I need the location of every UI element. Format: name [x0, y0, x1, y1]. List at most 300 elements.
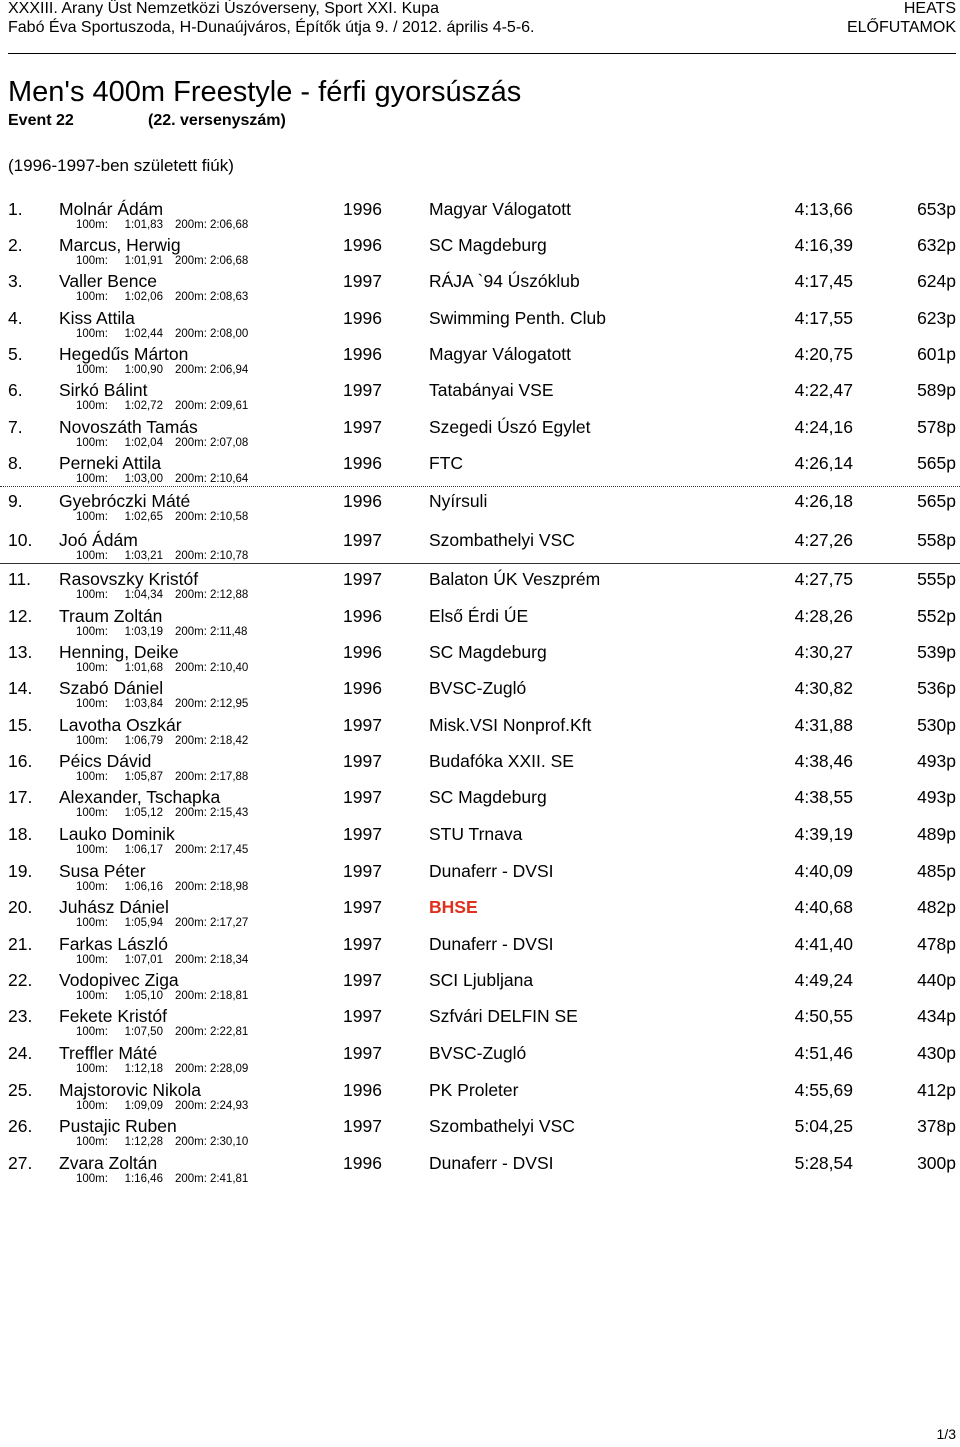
split-200-label: 200m: [174, 990, 207, 1002]
split-times [76, 511, 248, 523]
age-group: (1996-1997-ben született fiúk) [8, 156, 234, 175]
split-200-time: 2:06,94 [209, 364, 249, 376]
venue-date: Fabó Éva Sportuszoda, H-Dunaújváros, Építők útja 9. / 2012. április 4-5-6. [8, 19, 535, 36]
rank: 25. [8, 1080, 33, 1100]
split-200-time: 2:08,00 [209, 328, 249, 340]
split-100-time: 1:12,18 [124, 1063, 163, 1075]
swimmer-name: Szabó Dániel [59, 678, 164, 698]
split-times [76, 662, 248, 674]
split-200-time: 2:11,48 [209, 626, 248, 638]
split-times [76, 328, 248, 340]
result-row [0, 344, 960, 380]
birth-year: 1997 [343, 861, 382, 881]
split-200-label: 200m: [174, 844, 207, 856]
club-name: BHSE [429, 897, 478, 917]
points: 601p [917, 344, 956, 364]
birth-year: 1997 [343, 417, 382, 437]
split-200-time: 2:08,63 [209, 291, 249, 303]
rank: 23. [8, 1006, 33, 1026]
points: 493p [917, 751, 956, 771]
final-time: 4:22,47 [794, 380, 853, 400]
split-200-time: 2:28,09 [209, 1063, 249, 1075]
split-times [76, 844, 248, 856]
split-times [76, 881, 248, 893]
final-time: 4:24,16 [794, 417, 853, 437]
points: 300p [917, 1153, 956, 1173]
club-name: SC Magdeburg [429, 235, 547, 255]
split-times [76, 255, 248, 267]
points: 555p [917, 569, 956, 589]
split-100-time: 1:05,94 [124, 917, 163, 929]
final-time: 4:31,88 [794, 715, 853, 735]
swimmer-name: Zvara Zoltán [59, 1153, 158, 1173]
birth-year: 1997 [343, 751, 382, 771]
split-times [76, 550, 248, 562]
split-100-label: 100m: [76, 400, 108, 412]
split-200-label: 200m: [174, 589, 207, 601]
split-100-time: 1:03,19 [124, 626, 163, 638]
heats-label-hu: ELŐFUTAMOK [846, 19, 956, 36]
club-name: Tatabányai VSE [429, 380, 554, 400]
final-time: 4:51,46 [794, 1043, 853, 1063]
split-200-label: 200m: [174, 364, 207, 376]
split-times [76, 219, 248, 231]
split-100-time: 1:02,72 [124, 400, 163, 412]
split-times [76, 626, 247, 638]
split-100-label: 100m: [76, 255, 108, 267]
result-row [0, 380, 960, 416]
rank: 19. [8, 861, 33, 881]
split-200-time: 2:18,34 [209, 954, 249, 966]
rank: 1. [8, 199, 23, 219]
club-name: Swimming Penth. Club [429, 308, 607, 328]
split-100-label: 100m: [76, 954, 108, 966]
points: 489p [917, 824, 956, 844]
split-200-time: 2:30,10 [209, 1136, 249, 1148]
split-times [76, 807, 248, 819]
split-200-label: 200m: [174, 255, 207, 267]
rank: 9. [8, 491, 23, 511]
split-times [76, 589, 248, 601]
split-100-time: 1:05,87 [124, 771, 163, 783]
split-100-time: 1:05,10 [124, 990, 163, 1002]
result-row [0, 569, 960, 605]
split-200-time: 2:06,68 [209, 255, 249, 267]
club-name: Nyírsuli [429, 491, 488, 511]
club-name: Magyar Válogatott [429, 199, 572, 219]
split-200-time: 2:09,61 [209, 400, 249, 412]
swimmer-name: Fekete Kristóf [59, 1006, 167, 1026]
club-name: Szegedi Úszó Egylet [429, 417, 591, 437]
split-times [76, 1063, 248, 1075]
split-100-label: 100m: [76, 437, 108, 449]
split-100-time: 1:07,01 [124, 954, 163, 966]
header-divider [8, 53, 956, 54]
final-time: 4:38,46 [794, 751, 853, 771]
split-100-time: 1:06,17 [124, 844, 163, 856]
split-100-label: 100m: [76, 1063, 108, 1075]
swimmer-name: Péics Dávid [59, 751, 152, 771]
birth-year: 1997 [343, 934, 382, 954]
birth-year: 1997 [343, 970, 382, 990]
club-name: RÁJA `94 Úszóklub [429, 271, 580, 291]
club-name: PK Proleter [429, 1080, 519, 1100]
birth-year: 1996 [343, 199, 382, 219]
final-time: 4:39,19 [794, 824, 853, 844]
split-100-label: 100m: [76, 589, 108, 601]
reserve-cutoff-line [0, 563, 960, 564]
swimmer-name: Lauko Dominik [59, 824, 175, 844]
split-100-label: 100m: [76, 511, 108, 523]
birth-year: 1997 [343, 569, 382, 589]
split-100-time: 1:06,79 [124, 735, 163, 747]
split-200-time: 2:10,64 [209, 473, 249, 485]
rank: 6. [8, 380, 23, 400]
swimmer-name: Molnár Ádám [59, 199, 164, 219]
result-row [0, 897, 960, 933]
event-title: Men's 400m Freestyle - férfi gyorsúszás [8, 76, 522, 108]
split-times [76, 771, 248, 783]
final-time: 4:26,14 [794, 453, 853, 473]
club-name: Szombathelyi VSC [429, 1116, 575, 1136]
split-200-label: 200m: [174, 626, 207, 638]
result-row [0, 1006, 960, 1042]
result-row [0, 606, 960, 642]
final-time: 4:50,55 [794, 1006, 853, 1026]
club-name: Dunaferr - DVSI [429, 934, 554, 954]
club-name: STU Trnava [429, 824, 523, 844]
points: 430p [917, 1043, 956, 1063]
split-200-label: 200m: [174, 881, 207, 893]
split-times [76, 698, 248, 710]
club-name: SCI Ljubljana [429, 970, 534, 990]
club-name: Első Érdi ÚE [429, 606, 529, 626]
points: 482p [917, 897, 956, 917]
final-time: 4:49,24 [794, 970, 853, 990]
birth-year: 1996 [343, 642, 382, 662]
split-200-label: 200m: [174, 807, 207, 819]
split-200-label: 200m: [174, 1100, 207, 1112]
points: 565p [917, 453, 956, 473]
split-times [76, 291, 248, 303]
split-100-time: 1:09,09 [124, 1100, 163, 1112]
result-row [0, 970, 960, 1006]
rank: 11. [8, 569, 32, 589]
club-name: Dunaferr - DVSI [429, 861, 554, 881]
split-100-label: 100m: [76, 1136, 108, 1148]
swimmer-name: Novoszáth Tamás [59, 417, 198, 437]
split-200-time: 2:17,27 [209, 917, 249, 929]
birth-year: 1997 [343, 787, 382, 807]
split-200-time: 2:17,45 [209, 844, 249, 856]
swimmer-name: Treffler Máté [59, 1043, 158, 1063]
birth-year: 1996 [343, 491, 382, 511]
points: 578p [917, 417, 956, 437]
points: 558p [917, 530, 956, 550]
final-time: 4:17,55 [794, 308, 853, 328]
split-200-label: 200m: [174, 291, 207, 303]
birth-year: 1996 [343, 1080, 382, 1100]
split-200-time: 2:18,81 [209, 990, 249, 1002]
birth-year: 1997 [343, 1006, 382, 1026]
final-time: 4:40,09 [794, 861, 853, 881]
rank: 3. [8, 271, 23, 291]
club-name: Misk.VSI Nonprof.Kft [429, 715, 592, 735]
points: 440p [917, 970, 956, 990]
final-time: 5:28,54 [794, 1153, 853, 1173]
final-time: 4:27,26 [794, 530, 853, 550]
split-100-label: 100m: [76, 844, 108, 856]
split-times [76, 990, 248, 1002]
rank: 21. [8, 934, 33, 954]
split-200-label: 200m: [174, 771, 207, 783]
split-200-time: 2:06,68 [209, 219, 249, 231]
birth-year: 1997 [343, 1043, 382, 1063]
rank: 5. [8, 344, 23, 364]
split-times [76, 473, 248, 485]
split-times [76, 437, 248, 449]
split-100-label: 100m: [76, 807, 108, 819]
split-100-time: 1:02,44 [124, 328, 163, 340]
split-100-label: 100m: [76, 1173, 108, 1185]
split-100-time: 1:02,04 [124, 437, 163, 449]
result-row [0, 1080, 960, 1116]
split-200-label: 200m: [174, 473, 207, 485]
split-100-label: 100m: [76, 662, 108, 674]
birth-year: 1996 [343, 308, 382, 328]
birth-year: 1996 [343, 344, 382, 364]
split-100-label: 100m: [76, 771, 108, 783]
result-row [0, 491, 960, 527]
birth-year: 1997 [343, 271, 382, 291]
split-100-label: 100m: [76, 328, 108, 340]
split-100-label: 100m: [76, 881, 108, 893]
swimmer-name: Vodopivec Ziga [59, 970, 179, 990]
result-row [0, 1153, 960, 1189]
swimmer-name: Alexander, Tschapka [59, 787, 221, 807]
club-name: BVSC-Zugló [429, 678, 527, 698]
birth-year: 1996 [343, 606, 382, 626]
birth-year: 1997 [343, 530, 382, 550]
split-times [76, 1173, 248, 1185]
split-200-time: 2:15,43 [209, 807, 249, 819]
final-time: 4:30,82 [794, 678, 853, 698]
birth-year: 1996 [343, 1153, 382, 1173]
split-200-label: 200m: [174, 1136, 207, 1148]
split-times [76, 364, 248, 376]
points: 589p [917, 380, 956, 400]
club-name: SC Magdeburg [429, 642, 547, 662]
rank: 14. [8, 678, 33, 698]
rank: 15. [8, 715, 33, 735]
swimmer-name: Farkas László [59, 934, 168, 954]
split-200-label: 200m: [174, 550, 207, 562]
club-name: Balaton ÚK Veszprém [429, 569, 601, 589]
split-100-time: 1:12,28 [124, 1136, 163, 1148]
final-time: 4:55,69 [794, 1080, 853, 1100]
swimmer-name: Henning, Deike [59, 642, 179, 662]
swimmer-name: Majstorovic Nikola [59, 1080, 201, 1100]
split-times [76, 954, 248, 966]
points: 493p [917, 787, 956, 807]
split-100-time: 1:06,16 [124, 881, 163, 893]
club-name: Magyar Válogatott [429, 344, 572, 364]
event-number [8, 112, 286, 130]
event-number-en: Event 22 [8, 112, 74, 129]
split-200-time: 2:41,81 [209, 1173, 249, 1185]
result-row [0, 417, 960, 453]
event-number-hu: (22. versenyszám) [148, 112, 286, 129]
rank: 24. [8, 1043, 33, 1063]
points: 485p [917, 861, 956, 881]
swimmer-name: Pustajic Ruben [59, 1116, 177, 1136]
swimmer-name: Perneki Attila [59, 453, 162, 473]
split-200-time: 2:17,88 [209, 771, 249, 783]
final-time: 4:20,75 [794, 344, 853, 364]
split-100-time: 1:03,00 [124, 473, 163, 485]
split-times [76, 1100, 248, 1112]
points: 632p [917, 235, 956, 255]
points: 536p [917, 678, 956, 698]
rank: 16. [8, 751, 33, 771]
split-200-label: 200m: [174, 1173, 207, 1185]
birth-year: 1996 [343, 678, 382, 698]
split-100-time: 1:03,84 [124, 698, 163, 710]
rank: 18. [8, 824, 33, 844]
points: 378p [917, 1116, 956, 1136]
split-100-time: 1:02,06 [124, 291, 163, 303]
swimmer-name: Joó Ádám [59, 530, 138, 550]
split-100-label: 100m: [76, 473, 108, 485]
final-time: 4:40,68 [794, 897, 853, 917]
split-times [76, 917, 248, 929]
final-time: 4:38,55 [794, 787, 853, 807]
result-row [0, 678, 960, 714]
result-row [0, 824, 960, 860]
final-time: 4:17,45 [794, 271, 853, 291]
rank: 2. [8, 235, 23, 255]
split-100-time: 1:04,34 [124, 589, 163, 601]
final-time: 4:16,39 [794, 235, 853, 255]
split-100-time: 1:01,68 [124, 662, 163, 674]
split-200-time: 2:10,40 [209, 662, 249, 674]
rank: 8. [8, 453, 23, 473]
result-row [0, 530, 960, 566]
split-200-time: 2:18,42 [209, 735, 249, 747]
points: 623p [917, 308, 956, 328]
split-times [76, 400, 248, 412]
split-200-label: 200m: [174, 219, 207, 231]
swimmer-name: Gyebróczki Máté [59, 491, 191, 511]
split-100-label: 100m: [76, 550, 108, 562]
swimmer-name: Hegedűs Márton [59, 344, 189, 364]
split-100-time: 1:00,90 [124, 364, 163, 376]
split-200-time: 2:18,98 [209, 881, 249, 893]
page-number: 1/3 [936, 1426, 956, 1442]
points: 478p [917, 934, 956, 954]
points: 530p [917, 715, 956, 735]
split-200-label: 200m: [174, 1063, 207, 1075]
birth-year: 1997 [343, 897, 382, 917]
split-200-label: 200m: [174, 1026, 207, 1038]
split-200-time: 2:22,81 [209, 1026, 249, 1038]
swimmer-name: Valler Bence [59, 271, 157, 291]
rank: 17. [8, 787, 33, 807]
split-times [76, 1026, 248, 1038]
birth-year: 1996 [343, 453, 382, 473]
split-200-label: 200m: [174, 662, 207, 674]
split-100-label: 100m: [76, 698, 108, 710]
split-200-time: 2:10,78 [209, 550, 249, 562]
split-200-time: 2:10,58 [209, 511, 249, 523]
split-100-time: 1:02,65 [124, 511, 163, 523]
split-100-label: 100m: [76, 626, 108, 638]
split-200-label: 200m: [174, 917, 207, 929]
split-200-label: 200m: [174, 511, 207, 523]
final-time: 4:28,26 [794, 606, 853, 626]
split-100-label: 100m: [76, 1100, 108, 1112]
points: 552p [917, 606, 956, 626]
split-100-time: 1:05,12 [124, 807, 163, 819]
heats-label: HEATS [903, 0, 956, 17]
split-200-label: 200m: [174, 735, 207, 747]
split-100-label: 100m: [76, 917, 108, 929]
competition-title: XXXIII. Arany Üst Nemzetközi Úszóverseny, Sport XXI. Kupa [8, 0, 439, 17]
result-row [0, 1043, 960, 1079]
result-row [0, 787, 960, 823]
split-200-label: 200m: [174, 328, 207, 340]
result-row [0, 642, 960, 678]
swimmer-name: Sirkó Bálint [59, 380, 148, 400]
swimmer-name: Traum Zoltán [59, 606, 163, 626]
swimmer-name: Susa Péter [59, 861, 146, 881]
rank: 13. [8, 642, 33, 662]
split-times [76, 735, 248, 747]
points: 653p [917, 199, 956, 219]
result-row [0, 861, 960, 897]
final-time: 4:27,75 [794, 569, 853, 589]
result-row [0, 453, 960, 489]
result-row [0, 715, 960, 751]
split-200-label: 200m: [174, 954, 207, 966]
club-name: FTC [429, 453, 464, 473]
club-name: SC Magdeburg [429, 787, 547, 807]
club-name: Szombathelyi VSC [429, 530, 575, 550]
birth-year: 1996 [343, 235, 382, 255]
split-100-time: 1:03,21 [124, 550, 163, 562]
final-time: 4:13,66 [794, 199, 853, 219]
birth-year: 1997 [343, 824, 382, 844]
birth-year: 1997 [343, 1116, 382, 1136]
rank: 20. [8, 897, 33, 917]
split-100-time: 1:01,83 [124, 219, 163, 231]
final-time: 4:26,18 [794, 491, 853, 511]
rank: 22. [8, 970, 33, 990]
result-row [0, 751, 960, 787]
qualification-cutoff-line [0, 486, 960, 487]
result-row [0, 1116, 960, 1152]
result-row [0, 308, 960, 344]
result-row [0, 271, 960, 307]
split-200-label: 200m: [174, 437, 207, 449]
rank: 7. [8, 417, 23, 437]
swimmer-name: Juhász Dániel [59, 897, 169, 917]
points: 434p [917, 1006, 956, 1026]
rank: 4. [8, 308, 23, 328]
rank: 26. [8, 1116, 33, 1136]
result-row [0, 235, 960, 271]
split-100-label: 100m: [76, 990, 108, 1002]
